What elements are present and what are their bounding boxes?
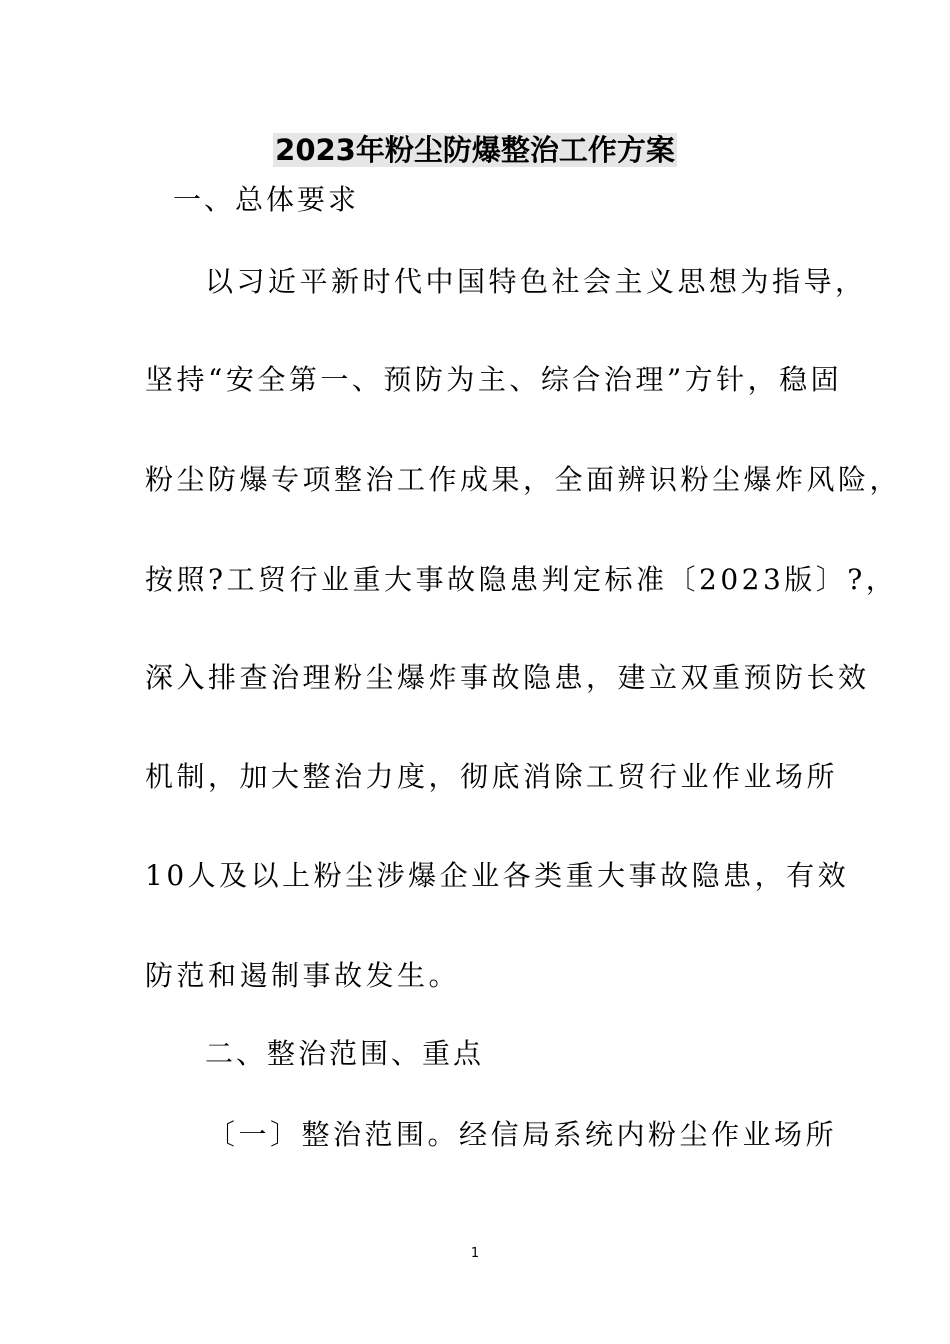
paragraph-line-7: 10人及以上粉尘涉爆企业各类重大事故隐患，有效 — [145, 859, 850, 892]
page-number: 1 — [470, 1246, 480, 1261]
paragraph-line-5: 深入排查治理粉尘爆炸事故隐患，建立双重预防长效 — [145, 661, 870, 694]
paragraph-line-9: 〔一〕整治范围。经信局系统内粉尘作业场所 — [207, 1118, 838, 1151]
document-title — [0, 130, 950, 170]
paragraph-line-2: 坚持“安全第一、预防为主、综合治理”方针，稳固 — [145, 363, 843, 396]
paragraph-line-6: 机制，加大整治力度，彻底消除工贸行业作业场所 — [145, 760, 839, 793]
paragraph-line-8: 防范和遏制事故发生。 — [145, 959, 461, 992]
paragraph-line-3: 粉尘防爆专项整治工作成果，全面辨识粉尘爆炸风险， — [145, 463, 902, 496]
document-title-text: 2023年粉尘防爆整治工作方案 — [275, 133, 675, 167]
paragraph-line-1: 以习近平新时代中国特色社会主义思想为指导， — [205, 265, 867, 298]
section-heading-general-requirements: 一、总体要求 — [173, 183, 360, 216]
paragraph-line-4: 按照?工贸行业重大事故隐患判定标准〔2023版〕?， — [145, 563, 898, 596]
section-heading-scope-focus: 二、整治范围、重点 — [205, 1037, 485, 1070]
